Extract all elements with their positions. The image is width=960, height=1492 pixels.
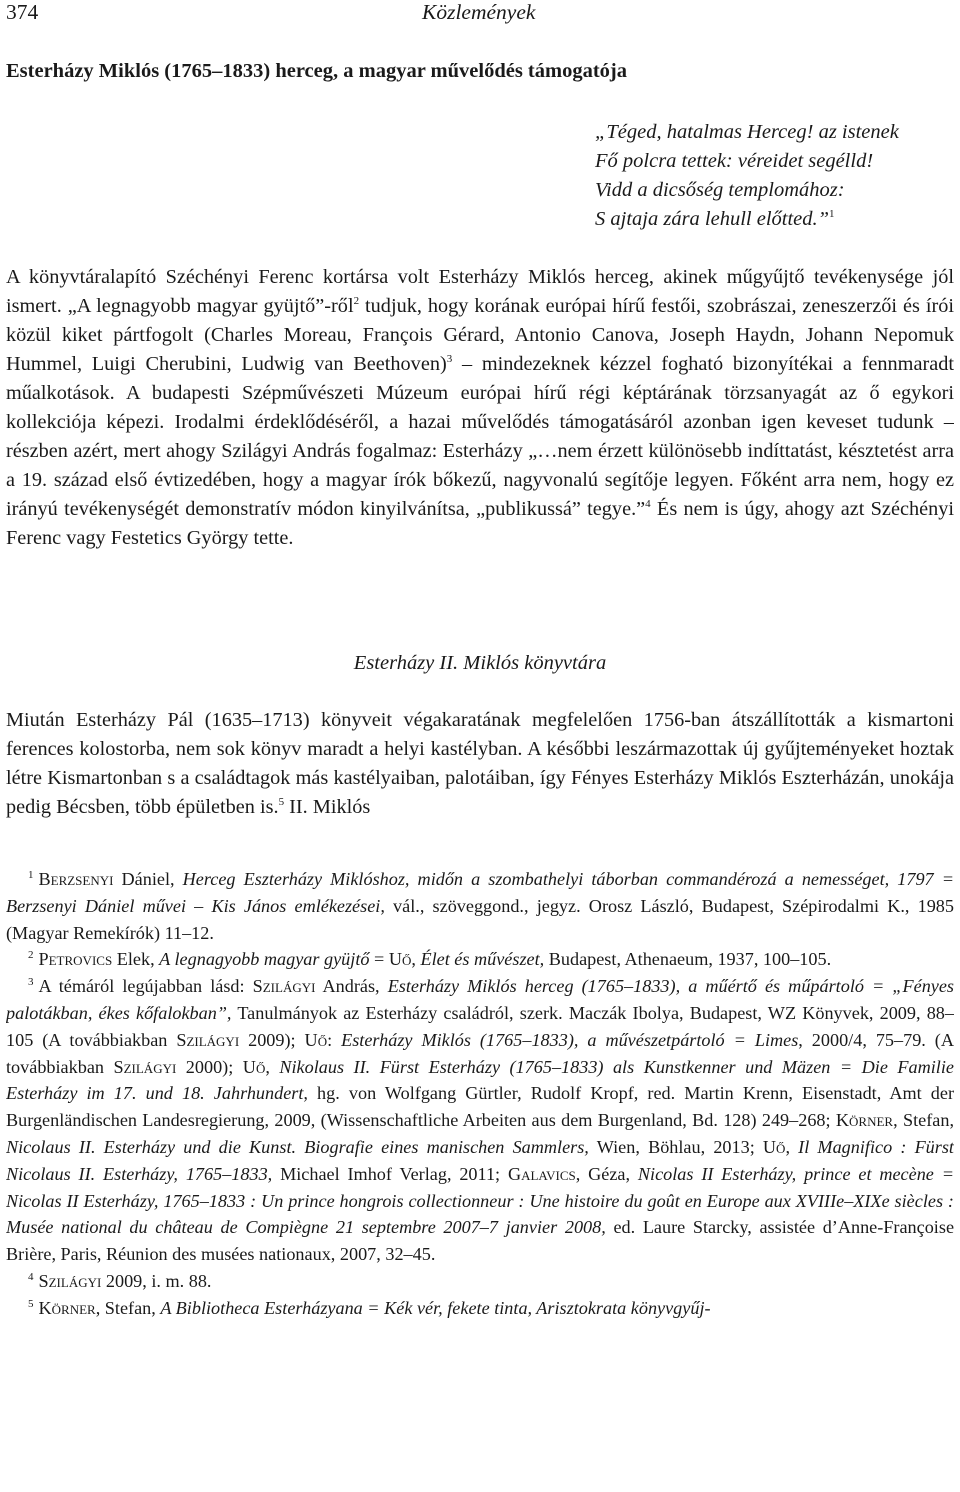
uo-abbrev: ő — [776, 1136, 786, 1157]
footnote-3 — [6, 973, 954, 1268]
section-subheading: Esterházy II. Miklós könyvtára — [353, 652, 607, 674]
footnote-text: Dániel, — [113, 869, 183, 889]
motto-line: Vidd a dicsőség templomához: — [595, 179, 845, 201]
work-title: Élet és művészet, — [420, 949, 545, 970]
footnote-text: , — [785, 1136, 799, 1157]
footnote-text: , Stefan, — [893, 1110, 954, 1131]
footnote-ref-1[interactable]: 1 — [829, 208, 835, 220]
footnote-2 — [6, 946, 954, 973]
footnote-number: 5 — [28, 1297, 34, 1310]
paragraph-text: II. Miklós — [284, 796, 371, 818]
work-title: A legnagyobb magyar gyüjtő — [159, 949, 370, 970]
author-name: Petrovics — [38, 949, 113, 970]
footnote-ref-3[interactable]: 3 — [446, 353, 453, 365]
footnote-text: András, — [315, 976, 388, 997]
author-name: Szilágyi — [176, 1029, 240, 1050]
uo-abbrev: ő — [255, 1056, 266, 1077]
footnote-ref-2[interactable]: 2 — [353, 295, 360, 307]
footnote-text: vál., szöveggond., jegyz. Orosz László, Budapest, Szépirodalmi K., 1985 (Magyar Remekírók) 11–12. — [6, 895, 954, 943]
work-title: Nikolaus II. Fürst Esterházy (1765–1833) als Kunstkenner und Mäzen = Die Familie Esterházy im 17. und 18. Jahrhundert, — [6, 1056, 954, 1104]
footnote-text: Wien, Böhlau, 2013; U — [588, 1136, 777, 1157]
motto-line: „Téged, hatalmas Herceg! az istenek — [595, 121, 899, 143]
author-name: Szilágyi — [113, 1056, 177, 1077]
footnote-text: A témáról legújabban lásd: — [38, 976, 253, 997]
motto-line-text: S ajtaja zára lehull előtted.” — [595, 208, 830, 230]
page-number: 374 — [6, 0, 39, 24]
author-name: Berzsenyi — [38, 869, 114, 889]
motto-line — [595, 205, 899, 234]
author-name: Szilágyi — [38, 1270, 102, 1291]
footnote-text: ed. Laure Starcky, assistée d’Anne-Françoise Brière, Paris, Réunion des musées nationaux, 2007, 32–45. — [6, 1217, 954, 1265]
footnote-text: , — [265, 1056, 280, 1077]
work-title: Nicolaus II. Esterházy und die Kunst. Biografie eines manischen Sammlers, — [6, 1136, 589, 1157]
footnote-number: 2 — [28, 949, 34, 962]
footnote-text: Budapest, Athenaeum, 1937, 100–105. — [544, 949, 832, 970]
uo-abbrev: ő — [401, 949, 412, 970]
footnote-text: Michael Imhof Verlag, 2011; — [272, 1163, 508, 1184]
footnote-number: 4 — [28, 1270, 34, 1283]
uo-abbrev: ő — [317, 1029, 328, 1050]
motto-verse — [595, 118, 899, 234]
footnote-text: 2009, i. m. 88. — [101, 1270, 212, 1291]
footnote-ref-4[interactable]: 4 — [645, 498, 651, 510]
footnote-text: , Stefan, — [95, 1297, 161, 1318]
motto-line: Fő polcra tettek: véreidet segélld! — [595, 150, 874, 172]
article-title: Esterházy Miklós (1765–1833) herceg, a magyar művelődés támogatója — [6, 60, 627, 82]
footnotes — [6, 866, 954, 1322]
footnote-number: 3 — [28, 976, 34, 989]
running-head — [6, 0, 954, 29]
footnote-text: : — [327, 1029, 342, 1050]
paragraph-text: Miután Esterházy Pál (1635–1713) könyveit végakaratának megfelelően 1756-ban átszállították a kismartoni ferences kolostorba, nem sok könyv maradt a helyi kastélyban. A későbbi leszármazottak új gyűjteményeket hoztak létre Kismartonban s a családtagok más kastélyaiban, palotáiban, így Fényes Esterházy Miklós Eszterházán, unokája pedig Bécsben, több épületben is. — [6, 709, 954, 818]
author-name: Szilágyi — [252, 976, 316, 997]
footnote-text: = U — [369, 949, 402, 970]
footnote-number: 1 — [28, 869, 34, 881]
body-paragraph-2 — [6, 706, 954, 822]
work-title: Esterházy Miklós (1765–1833), a művészetpártoló = Limes — [341, 1029, 799, 1050]
work-title: Esterházy Miklós herceg (1765–1833), a műértő és műpártoló = „Fényes palotákban, ékes kőfalokban”, — [6, 976, 954, 1023]
footnote-text: , 2000/4, 75–79. (A továbbiakban — [6, 1029, 954, 1077]
author-name: Galavics — [507, 1163, 576, 1184]
section-title: Közlemények — [422, 0, 536, 24]
footnote-ref-5[interactable]: 5 — [278, 796, 285, 808]
footnote-text: Tanulmányok az Esterházy családról, szerk. Maczák Ibolya, Budapest, WZ Könyvek, 2009, 88–105 (A továbbiakban — [6, 1002, 954, 1050]
footnote-text: hg. von Wolfgang Gürtler, Rudolf Kropf, red. Martin Krenn, Eisenstadt, Amt der Burgenländischen Landesregierung, 2009, (Wissenschaftliche Arbeiten aus dem Burgenland, Bd. 128) 249–268; — [6, 1083, 954, 1131]
document-page — [6, 0, 954, 1492]
footnote-5 — [6, 1295, 954, 1322]
work-title: Herceg Eszterházy Miklóshoz, midőn a szombathelyi táborban commandérozá a nemességet, 1797 = Berzsenyi Dániel művei – Kis János emlékezései, — [6, 869, 954, 916]
footnote-text: , Géza, — [575, 1163, 638, 1184]
footnote-1 — [6, 866, 954, 946]
paragraph-text: És nem is úgy, ahogy azt Széchényi Ferenc vagy Festetics György tette. — [6, 498, 954, 549]
footnote-text: , — [411, 949, 421, 970]
body-paragraph-1 — [6, 263, 954, 553]
work-title: Il Magnifico : Fürst Nicolaus II. Esterházy, 1765–1833, — [6, 1136, 954, 1184]
footnote-text: 2009); U — [239, 1029, 318, 1050]
work-title: Nicolas II Esterházy, prince et mecène = Nicolas II Esterházy, 1765–1833 : Un prince hongrois collectionneur : Une histoire du goût en Europe aux XVIIIe–XIXe siècles : Musée national du château de Compiègne 21 septembre 2007–7 janvier 2008, — [6, 1163, 954, 1238]
footnote-text: 2000); U — [176, 1056, 256, 1077]
footnote-text: Elek, — [112, 949, 160, 970]
paragraph-text: – mindezeknek kézzel fogható bizonyítékai a fennmaradt műalkotások. A budapesti Szépművészeti Múzeum európai hírű régi képtárának törzsanyagát az ő egykori kollekciója képezi. Irodalmi érdeklődéséről, a hazai művelődés támogatásáról azonban igen keveset tudunk – részben azért, mert ahogy Szilágyi András fogalmaz: Esterházy „…nem érzett különösebb indíttatást, késztetést arra a 19. század első évtizedében, hogy a magyar írók bőkezű, nagyvonalú segítője legyen. Főként arra nem, hogy ez irányú tevékenységét demonstratív módon kinyilvánítsa, „publikussá” tegye.” — [6, 353, 954, 520]
author-name: Körner — [835, 1110, 894, 1131]
footnote-4 — [6, 1268, 954, 1295]
paragraph-text: tudjuk, hogy korának európai hírű festői, szobrászai, zeneszerzői és írói közül kiket pártfogolt (Charles Moreau, François Gérard, Antonio Canova, Joseph Haydn, Johann Nepomuk Hummel, Luigi Cherubini, Ludwig van Beethoven) — [6, 295, 954, 375]
author-name: Körner — [38, 1297, 96, 1318]
paragraph-text: A könyvtáralapító Széchényi Ferenc kortársa volt Esterházy Miklós herceg, akinek műgyűjtő tevékenysége jól ismert. „A legnagyobb magyar gyüjtő”-ről — [6, 266, 954, 317]
work-title: A Bibliotheca Esterházyana = Kék vér, fekete tinta, Arisztokrata könyvgyűj- — [160, 1297, 711, 1318]
